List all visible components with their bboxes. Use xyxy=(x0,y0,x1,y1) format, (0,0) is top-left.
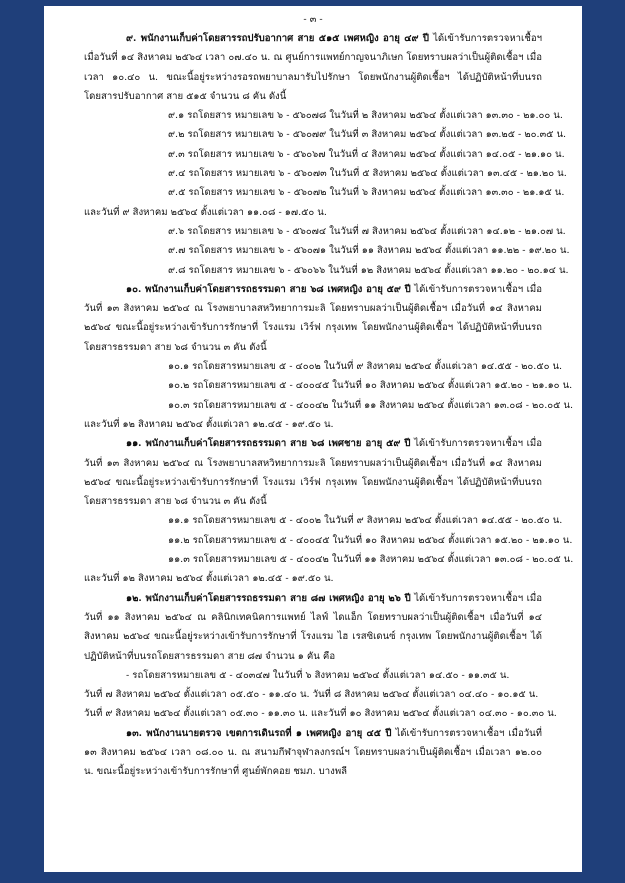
additional-date-note: และวันที่ ๙ สิงหาคม ๒๕๖๔ ตั้งแต่เวลา ๑๑.๐๘ - ๑๗.๕๐ น. xyxy=(84,206,327,218)
bus-entry: ๙.๘ รถโดยสาร หมายเลข ๖ - ๕๖๐๖๖ ในวันที่ ๑๒ สิงหาคม ๒๕๖๔ ตั้งแต่เวลา ๑๑.๒๐ - ๒๐.๑๔ น. xyxy=(168,264,569,276)
case-paragraph xyxy=(84,280,542,357)
bus-entry: ๙.๔ รถโดยสาร หมายเลข ๖ - ๕๖๐๗๓ ในวันที่ ๕ สิงหาคม ๒๕๖๔ ตั้งแต่เวลา ๑๓.๔๕ - ๒๑.๒๐ น. xyxy=(168,168,567,180)
additional-date-note: และวันที่ ๑๒ สิงหาคม ๒๕๖๔ ตั้งแต่เวลา ๑๒.๔๕ - ๑๙.๕๐ น. xyxy=(84,573,334,585)
case-body: ได้เข้ารับการตรวจหาเชื้อฯ เมื่อวันที่ ๑๑ สิงหาคม ๒๕๖๔ ณ คลินิกเทคนิคการแพทย์ ไลฟ์ ไดแอ็ก โดยทราบผลว่าเป็นผู้ติดเชื้อฯ เมื่อวันที่ ๑๔ สิงหาคม ๒๕๖๔ ขณะนี้อยู่ระหว่างเข้ารับการรักษาที่ โรงแรม ไฮ เรสซิเดนซ์ กรุงเทพ โดยพนักงานผู้ติดเชื้อฯ ได้ปฏิบัติหน้าที่บนรถโดยสารธรรมดา สาย ๘๗ จำนวน ๑ คัน คือ xyxy=(84,592,542,662)
case-paragraph xyxy=(84,724,542,782)
bus-entry: ๙.๕ รถโดยสาร หมายเลข ๖ - ๕๖๐๗๒ ในวันที่ ๖ สิงหาคม ๒๕๖๔ ตั้งแต่เวลา ๑๓.๓๐ - ๒๑.๑๕ น. xyxy=(168,187,565,199)
page-number: - ๓ - xyxy=(303,14,323,25)
case-title: ๑๓. พนักงานนายตรวจ เขตการเดินรถที่ ๑ เพศหญิง อายุ ๔๕ ปี xyxy=(126,727,392,739)
bus-entry: ๙.๑ รถโดยสาร หมายเลข ๖ - ๕๖๐๗๘ ในวันที่ ๒ สิงหาคม ๒๕๖๔ ตั้งแต่เวลา ๑๓.๓๐ - ๒๑.๐๐ น. xyxy=(168,110,563,122)
additional-date-note: และวันที่ ๑๒ สิงหาคม ๒๕๖๔ ตั้งแต่เวลา ๑๒.๔๕ - ๑๙.๕๐ น. xyxy=(84,418,334,430)
case-title: ๑๑. พนักงานเก็บค่าโดยสารรถธรรมดา สาย ๖๘ เพศชาย อายุ ๕๙ ปี xyxy=(126,438,411,450)
bus-entry: ๑๑.๑ รถโดยสารหมายเลข ๕ - ๔๐๐๒ ในวันที่ ๙ สิงหาคม ๒๕๖๔ ตั้งแต่เวลา ๑๔.๕๕ - ๒๐.๕๐ น. xyxy=(168,515,563,527)
bus-entry: - รถโดยสารหมายเลข ๕ - ๔๐๓๔๗ ในวันที่ ๖ สิงหาคม ๒๕๖๔ ตั้งแต่เวลา ๑๔.๕๐ - ๑๑.๓๕ น. xyxy=(126,669,510,681)
bus-entry: ๙.๓ รถโดยสาร หมายเลข ๖ - ๕๖๐๖๗ ในวันที่ ๔ สิงหาคม ๒๕๖๔ ตั้งแต่เวลา ๑๔.๐๕ - ๒๑.๑๐ น. xyxy=(168,148,565,160)
bus-entry: ๑๑.๓ รถโดยสารหมายเลข ๕ - ๔๐๐๔๒ ในวันที่ ๑๑ สิงหาคม ๒๕๖๔ ตั้งแต่เวลา ๑๓.๐๘ - ๒๐.๐๕ น. xyxy=(168,554,574,566)
bus-entry: ๑๐.๒ รถโดยสารหมายเลข ๕ - ๔๐๐๔๕ ในวันที่ ๑๐ สิงหาคม ๒๕๖๔ ตั้งแต่เวลา ๑๕.๒๐ - ๒๑.๑๐ น. xyxy=(168,380,573,392)
bus-entry: ๑๐.๓ รถโดยสารหมายเลข ๕ - ๔๐๐๔๒ ในวันที่ ๑๑ สิงหาคม ๒๕๖๔ ตั้งแต่เวลา ๑๓.๐๘ - ๒๐.๐๕ น. xyxy=(168,399,574,411)
bus-entry: ๙.๗ รถโดยสาร หมายเลข ๖ - ๕๖๐๗๑ ในวันที่ ๑๑ สิงหาคม ๒๕๖๔ ตั้งแต่เวลา ๑๑.๒๒ - ๑๙.๒๐ น. xyxy=(168,245,570,257)
case-body: ได้เข้ารับการตรวจหาเชื้อฯ เมื่อวันที่ ๑๓ สิงหาคม ๒๕๖๔ ณ โรงพยาบาลสหวิทยาการมะลิ โดยทราบผลว่าเป็นผู้ติดเชื้อฯ เมื่อวันที่ ๑๔ สิงหาคม ๒๕๖๔ ขณะนี้อยู่ระหว่างเข้ารับการรักษาที่ โรงแรม เวิร์ฟ กรุงเทพ โดยพนักงานผู้ติดเชื้อฯ ได้ปฏิบัติหน้าที่บนรถโดยสารธรรมดา สาย ๖๘ จำนวน ๓ คัน ดังนี้ xyxy=(84,438,543,508)
case-paragraph xyxy=(84,589,542,666)
case-title: ๙. พนักงานเก็บค่าโดยสารรถปรับอากาศ สาย ๕๑๕ เพศหญิง อายุ ๔๙ ปี xyxy=(126,33,429,44)
case-body: ได้เข้ารับการตรวจหาเชื้อฯ เมื่อวันที่ ๑๓ สิงหาคม ๒๕๖๔ ณ โรงพยาบาลสหวิทยาการมะลิ โดยทราบผลว่าเป็นผู้ติดเชื้อฯ เมื่อวันที่ ๑๔ สิงหาคม ๒๕๖๔ ขณะนี้อยู่ระหว่างเข้ารับการรักษาที่ โรงแรม เวิร์ฟ กรุงเทพ โดยพนักงานผู้ติดเชื้อฯ ได้ปฏิบัติหน้าที่บนรถโดยสารธรรมดา สาย ๖๘ จำนวน ๓ คัน ดังนี้ xyxy=(84,283,542,353)
bus-entry: ๙.๖ รถโดยสาร หมายเลข ๖ - ๕๖๐๗๔ ในวันที่ ๗ สิงหาคม ๒๕๖๔ ตั้งแต่เวลา ๑๔.๑๒ - ๒๑.๐๗ น. xyxy=(168,225,566,237)
case-body: ได้เข้ารับการตรวจหาเชื้อฯ เมื่อวันที่ ๑๔ สิงหาคม ๒๕๖๔ เวลา ๐๗.๔๐ น. ณ ศูนย์การแพทย์กาญจนาภิเษก โดยทราบผลว่าเป็นผู้ติดเชื้อฯ เมื่อเวลา ๑๐.๔๐ น. ขณะนี้อยู่ระหว่างรอรถพยาบาลมารับไปรักษา โดยพนักงานผู้ติดเชื้อฯ ได้ปฏิบัติหน้าที่บนรถโดยสารปรับอากาศ สาย ๕๑๕ จำนวน ๘ คัน ดังนี้ xyxy=(84,33,542,102)
case-title: ๑๐. พนักงานเก็บค่าโดยสารรถธรรมดา สาย ๖๘ เพศหญิง อายุ ๕๙ ปี xyxy=(126,283,411,295)
case-paragraph xyxy=(84,29,542,106)
case-title: ๑๒. พนักงานเก็บค่าโดยสารรถธรรมดา สาย ๘๗ เพศหญิง อายุ ๒๖ ปี xyxy=(126,592,411,604)
additional-date-note: วันที่ ๗ สิงหาคม ๒๕๖๔ ตั้งแต่เวลา ๐๕.๕๐ - ๑๑.๔๐ น. วันที่ ๘ สิงหาคม ๒๕๖๔ ตั้งแต่เวลา ๐๔.๔๐ - ๑๐.๑๕ น. xyxy=(84,689,539,701)
case-paragraph xyxy=(84,434,542,511)
bus-entry: ๑๐.๑ รถโดยสารหมายเลข ๕ - ๔๐๐๒ ในวันที่ ๙ สิงหาคม ๒๕๖๔ ตั้งแต่เวลา ๑๔.๕๕ - ๒๐.๕๐ น. xyxy=(168,361,563,373)
bus-entry: ๙.๒ รถโดยสาร หมายเลข ๖ - ๕๖๐๗๙ ในวันที่ ๓ สิงหาคม ๒๕๖๔ ตั้งแต่เวลา ๑๓.๒๕ - ๒๐.๓๕ น. xyxy=(168,129,567,141)
document-content xyxy=(84,6,574,782)
additional-date-note: วันที่ ๙ สิงหาคม ๒๕๖๔ ตั้งแต่เวลา ๐๕.๓๐ - ๑๑.๓๐ น. และวันที่ ๑๐ สิงหาคม ๒๕๖๔ ตั้งแต่เวลา ๐๔.๓๐ - ๑๐.๓๐ น. xyxy=(84,708,557,720)
document-page xyxy=(44,6,582,872)
bus-entry: ๑๑.๒ รถโดยสารหมายเลข ๕ - ๔๐๐๔๕ ในวันที่ ๑๐ สิงหาคม ๒๕๖๔ ตั้งแต่เวลา ๑๕.๒๐ - ๒๑.๑๐ น. xyxy=(168,534,573,546)
case-body: ได้เข้ารับการตรวจหาเชื้อฯ เมื่อวันที่ ๑๓ สิงหาคม ๒๕๖๔ เวลา ๐๘.๐๐ น. ณ สนามกีฬาจุฬาลงกรณ์ฯ โดยทราบผลว่าเป็นผู้ติดเชื้อฯ เมื่อเวลา ๑๒.๐๐ น. ขณะนี้อยู่ระหว่างเข้ารับการรักษาที่ ศูนย์พักคอย ชมภ. บางพลี xyxy=(84,727,543,778)
